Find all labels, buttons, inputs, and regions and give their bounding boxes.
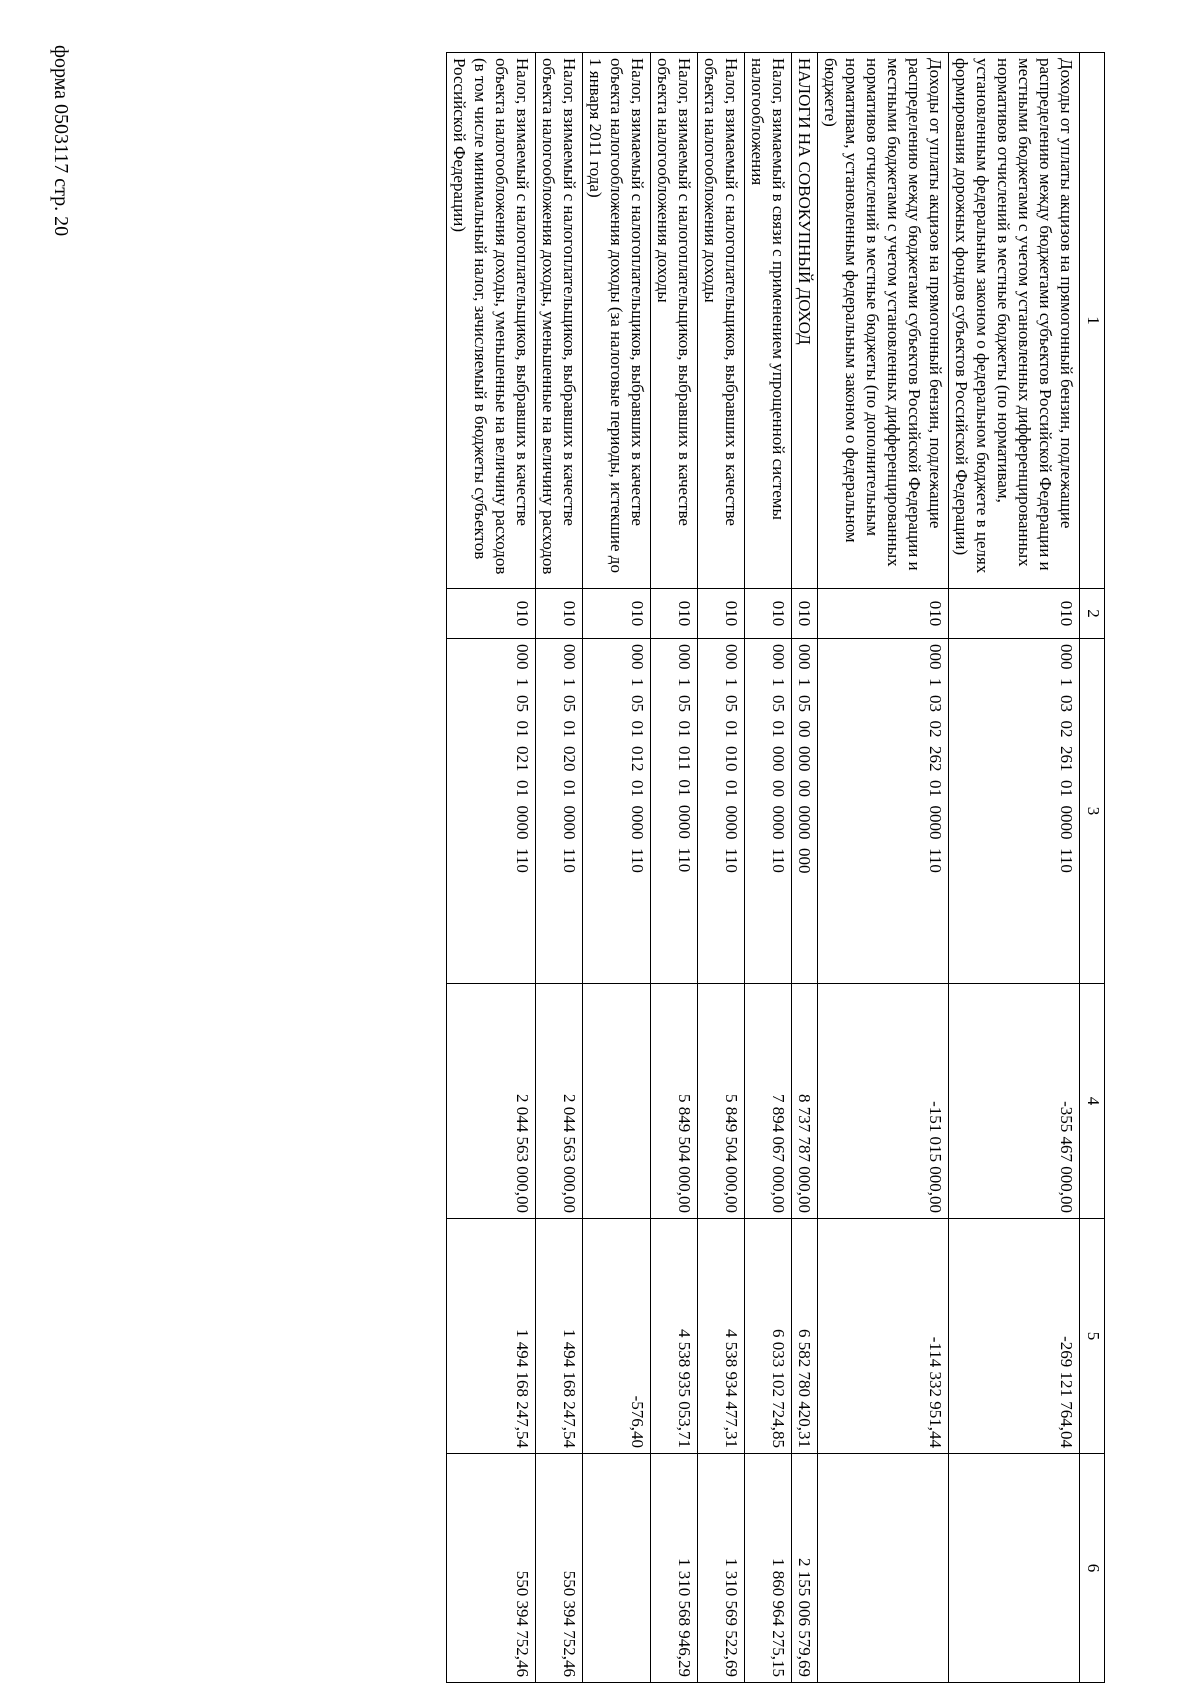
- row-line-code-cell: 010: [698, 589, 745, 639]
- row-line-code-cell: 010: [536, 589, 583, 639]
- row-approved-cell: -355 467 000,00: [949, 984, 1080, 1219]
- table-row: [745, 53, 792, 1683]
- rotated-table-wrapper: [115, 52, 1105, 1682]
- row-name-cell: НАЛОГИ НА СОВОКУПНЫЙ ДОХОД: [792, 53, 818, 589]
- row-name-cell: Налог, взимаемый в связи с применением упрощенной системы налогообложения: [745, 53, 792, 589]
- column-number-row: [1080, 53, 1105, 1683]
- table-row: [583, 53, 651, 1683]
- table-row: [698, 53, 745, 1683]
- row-approved-cell: 5 849 504 000,00: [651, 984, 698, 1219]
- row-name-cell: Доходы от уплаты акцизов на прямогонный бензин, подлежащие распределению между бюджетами субъектов Российской Федерации и местными бюджетами с учетом установленных дифференцированных нормативов отчислений в местные бюджеты (по нормативам, установленным федеральным законом о федеральном бюджете в целях формирования дорожных фондов субъектов Российской Федерации): [949, 53, 1080, 589]
- row-budget-code-cell: 000 1 03 02 261 01 0000 110: [949, 639, 1080, 984]
- row-budget-code-cell: 000 1 05 01 010 01 0000 110: [698, 639, 745, 984]
- row-approved-cell: 8 737 787 000,00: [792, 984, 818, 1219]
- row-name-cell: Налог, взимаемый с налогоплательщиков, выбравших в качестве объекта налогообложения доходы, уменьшенные на величину расходов (в том числе минимальный налог, зачисляемый в бюджеты субъектов Российской Федерации): [447, 53, 536, 589]
- column-number: 5: [1080, 1219, 1105, 1454]
- row-approved-cell: 2 044 563 000,00: [447, 984, 536, 1219]
- table-row: [818, 53, 949, 1683]
- column-number: 2: [1080, 589, 1105, 639]
- row-unexecuted-cell: 1 310 569 522,69: [698, 1454, 745, 1683]
- row-name-cell: Налог, взимаемый с налогоплательщиков, выбравших в качестве объекта налогообложения доходы: [698, 53, 745, 589]
- row-executed-cell: -269 121 764,04: [949, 1219, 1080, 1454]
- table-row: [447, 53, 536, 1683]
- row-unexecuted-cell: 550 394 752,46: [447, 1454, 536, 1683]
- row-approved-cell: 7 894 067 000,00: [745, 984, 792, 1219]
- row-unexecuted-cell: [818, 1454, 949, 1683]
- table-row: [949, 53, 1080, 1683]
- table-row: [536, 53, 583, 1683]
- table-row: [651, 53, 698, 1683]
- row-executed-cell: 4 538 934 477,31: [698, 1219, 745, 1454]
- column-number: 3: [1080, 639, 1105, 984]
- row-approved-cell: -151 015 000,00: [818, 984, 949, 1219]
- row-unexecuted-cell: [583, 1454, 651, 1683]
- row-approved-cell: 2 044 563 000,00: [536, 984, 583, 1219]
- row-line-code-cell: 010: [818, 589, 949, 639]
- row-unexecuted-cell: 550 394 752,46: [536, 1454, 583, 1683]
- row-approved-cell: [583, 984, 651, 1219]
- row-executed-cell: 4 538 935 053,71: [651, 1219, 698, 1454]
- row-budget-code-cell: 000 1 05 01 000 00 0000 110: [745, 639, 792, 984]
- column-number: 4: [1080, 984, 1105, 1219]
- row-unexecuted-cell: 1 310 568 946,29: [651, 1454, 698, 1683]
- row-unexecuted-cell: [949, 1454, 1080, 1683]
- form-label: форма 0503117 стр. 20: [50, 45, 72, 237]
- row-executed-cell: -576,40: [583, 1219, 651, 1454]
- row-line-code-cell: 010: [745, 589, 792, 639]
- row-budget-code-cell: 000 1 03 02 262 01 0000 110: [818, 639, 949, 984]
- row-unexecuted-cell: 2 155 006 579,69: [792, 1454, 818, 1683]
- row-name-cell: Доходы от уплаты акцизов на прямогонный бензин, подлежащие распределению между бюджетами субъектов Российской Федерации и местными бюджетами с учетом установленных дифференцированных нормативов отчислений в местные бюджеты (по дополнительным нормативам, установленным федеральным законом о федеральном бюджете): [818, 53, 949, 589]
- row-unexecuted-cell: 1 860 964 275,15: [745, 1454, 792, 1683]
- row-approved-cell: 5 849 504 000,00: [698, 984, 745, 1219]
- row-line-code-cell: 010: [949, 589, 1080, 639]
- row-line-code-cell: 010: [583, 589, 651, 639]
- row-line-code-cell: 010: [792, 589, 818, 639]
- column-number: 6: [1080, 1454, 1105, 1683]
- row-name-cell: Налог, взимаемый с налогоплательщиков, выбравших в качестве объекта налогообложения доходы: [651, 53, 698, 589]
- row-name-cell: Налог, взимаемый с налогоплательщиков, выбравших в качестве объекта налогообложения доходы (за налоговые периоды, истекшие до 1 января 2011 года): [583, 53, 651, 589]
- row-executed-cell: 1 494 168 247,54: [536, 1219, 583, 1454]
- row-budget-code-cell: 000 1 05 00 000 00 0000 000: [792, 639, 818, 984]
- row-budget-code-cell: 000 1 05 01 020 01 0000 110: [536, 639, 583, 984]
- column-number: 1: [1080, 53, 1105, 589]
- row-line-code-cell: 010: [651, 589, 698, 639]
- row-budget-code-cell: 000 1 05 01 021 01 0000 110: [447, 639, 536, 984]
- row-line-code-cell: 010: [447, 589, 536, 639]
- row-budget-code-cell: 000 1 05 01 012 01 0000 110: [583, 639, 651, 984]
- row-executed-cell: 6 033 102 724,85: [745, 1219, 792, 1454]
- row-executed-cell: 1 494 168 247,54: [447, 1219, 536, 1454]
- row-executed-cell: -114 332 951,44: [818, 1219, 949, 1454]
- row-name-cell: Налог, взимаемый с налогоплательщиков, выбравших в качестве объекта налогообложения доходы, уменьшенные на величину расходов: [536, 53, 583, 589]
- row-budget-code-cell: 000 1 05 01 011 01 0000 110: [651, 639, 698, 984]
- table-row: [792, 53, 818, 1683]
- row-executed-cell: 6 582 780 420,31: [792, 1219, 818, 1454]
- report-table: [446, 52, 1105, 1683]
